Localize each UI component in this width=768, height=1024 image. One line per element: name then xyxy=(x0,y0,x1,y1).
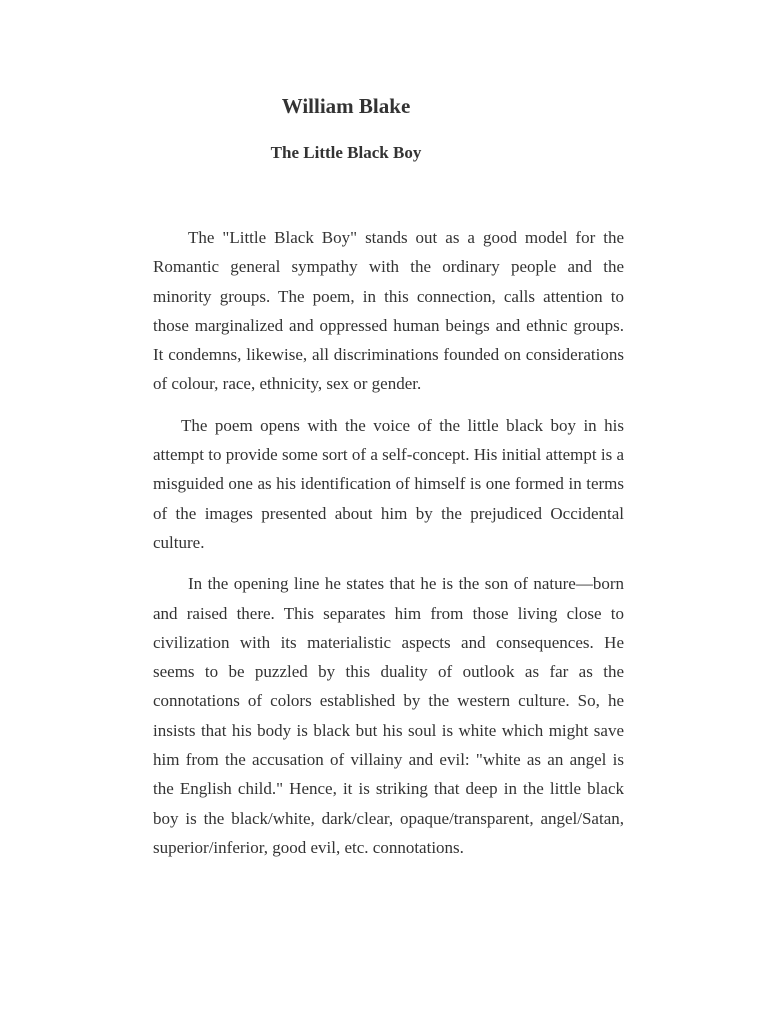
author-heading: William Blake xyxy=(281,94,411,118)
poem-title-heading: The Little Black Boy xyxy=(270,143,422,162)
body-text xyxy=(153,223,624,862)
paragraph-2: The poem opens with the voice of the little black boy in his attempt to provide some sort of a self-concept. His initial attempt is a misguided one as his identification of himself is one formed in terms of the images presented about him by the prejudiced Occidental culture. xyxy=(153,415,624,552)
paragraph-3: In the opening line he states that he is the son of nature—born and raised there. This separates him from those living close to civilization with its materialistic aspects and consequences. He seems to be puzzled by this duality of outlook as far as the connotations of colors established by the western culture. So, he insists that his body is black but his soul is white which might save him from the accusation of villainy and evil: "white as an angel is the English child." Hence, it is striking that deep in the little black boy is the black/white, dark/clear, opaque/transparent, angel/Satan, superior/inferior, good evil, etc. connotations. xyxy=(153,574,624,857)
paragraph-1: The "Little Black Boy" stands out as a good model for the Romantic general sympathy with the ordinary people and the minority groups. The poem, in this connection, calls attention to those marginalized and oppressed human beings and ethnic groups. It condemns, likewise, all discriminations founded on considerations of colour, race, ethnicity, sex or gender. xyxy=(153,228,624,394)
